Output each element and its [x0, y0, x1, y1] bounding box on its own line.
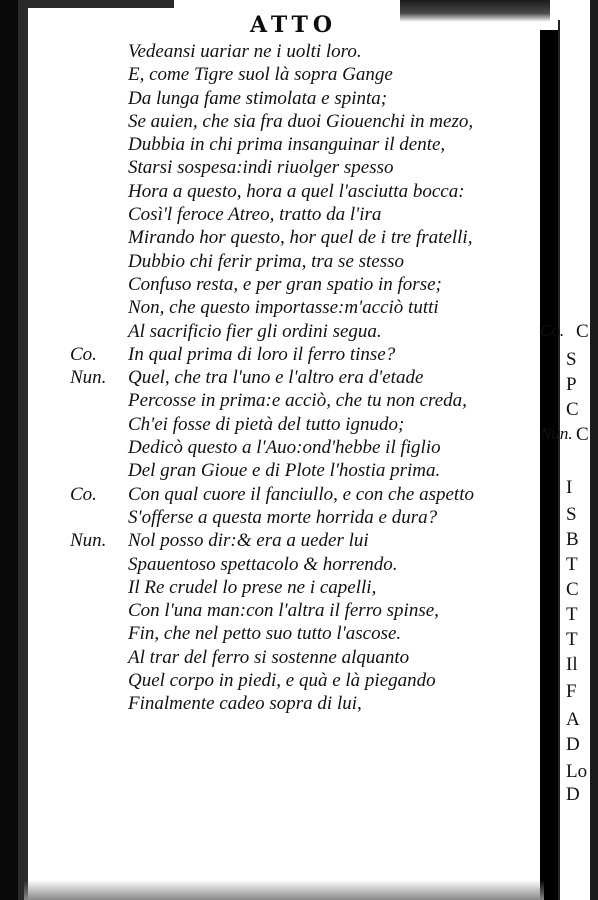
verse-line [70, 483, 538, 506]
verse-line [78, 599, 538, 622]
speaker-label: Nun. [70, 530, 107, 552]
verse-line [78, 646, 538, 669]
verse-line [78, 553, 538, 576]
facing-page-fragment: C [566, 579, 579, 600]
facing-page-fragment: Co. [540, 321, 565, 340]
facing-page-fragment: A [566, 709, 580, 730]
verse-line [78, 203, 538, 226]
verse-text-line: Nol posso dir:& era a ueder lui [128, 530, 369, 552]
verse-line [78, 669, 538, 692]
facing-page-margin [540, 0, 598, 900]
verse-text-line: Finalmente cadeo sopra di lui, [128, 693, 362, 715]
facing-page-fragment: C [576, 424, 589, 445]
verse-line [78, 40, 538, 63]
verse-line [78, 250, 538, 273]
verse-line [78, 436, 538, 459]
speaker-label: Co. [70, 343, 97, 365]
verse-text-line: Con l'una man:con l'altra il ferro spinse, [128, 600, 439, 622]
verse-text-line: Da lunga fame stimolata e spinta; [128, 87, 388, 109]
facing-page-fragment: T [566, 554, 578, 575]
verse-text-line: Non, che questo importasse:m'acciò tutti [128, 297, 439, 319]
facing-page-fragment: Lo [566, 761, 588, 782]
verse-text-line: Quel corpo in piedi, e quà e là piegando [128, 670, 436, 692]
facing-page-fragment: I [566, 477, 573, 498]
facing-page-fragment: S [566, 504, 577, 525]
speaker-label: Nun. [70, 367, 107, 389]
facing-page-fragment: T [566, 604, 578, 625]
verse-line [78, 506, 538, 529]
verse-line [78, 413, 538, 436]
verse-line [70, 366, 538, 389]
verse-text-line: Quel, che tra l'uno e l'altro era d'etade [128, 367, 424, 389]
verse-text-line: Starsi sospesa:indi riuolger spesso [128, 157, 394, 179]
verse-line [78, 320, 538, 343]
facing-page-fragment: C [576, 321, 589, 342]
verse-text-line: Spauentoso spettacolo & horrendo. [128, 553, 398, 575]
verse-line [78, 692, 538, 715]
verse-text-line: Dubbio chi ferir prima, tra se stesso [128, 250, 405, 272]
verse-text-line: Così'l feroce Atreo, tratto da l'ira [128, 204, 382, 226]
verse-text-line: S'offerse a questa morte horrida e dura? [128, 506, 438, 528]
verse-text-line: Hora a questo, hora a quel l'asciutta bocca: [128, 180, 465, 202]
verse-line [78, 180, 538, 203]
facing-page-fragment: D [566, 734, 580, 755]
verse-line [78, 63, 538, 86]
bottom-edge-shadow [24, 880, 544, 900]
verse-text [70, 40, 538, 716]
facing-page-fragment: T [566, 629, 578, 650]
speaker-label: Co. [70, 483, 97, 505]
facing-page-fragment: D [566, 784, 580, 805]
verse-line [78, 226, 538, 249]
verse-text-line: Percosse in prima:e acciò, che tu non creda, [128, 390, 467, 412]
facing-page-fragment: Nun. [540, 424, 573, 443]
verse-text-line: Del gran Gioue e di Plote l'hostia prima. [128, 460, 441, 482]
binding-shadow [18, 0, 28, 900]
verse-line [78, 622, 538, 645]
verse-line [78, 576, 538, 599]
verse-text-line: Il Re crudel lo prese ne i capelli, [128, 576, 377, 598]
verse-text-line: Mirando hor questo, hor quel de i tre fratelli, [128, 227, 473, 249]
verse-line [78, 296, 538, 319]
verse-text-line: Dedicò questo a l'Auo:ond'hebbe il figlio [128, 437, 441, 459]
verse-line [70, 529, 538, 552]
verse-text-line: Vedeansi uariar ne i uolti loro. [128, 41, 362, 62]
verse-line [78, 156, 538, 179]
verse-line [78, 273, 538, 296]
facing-page-fragment: F [566, 681, 577, 702]
verse-text-line: Con qual cuore il fanciullo, e con che aspetto [128, 483, 474, 505]
verse-text-line: Dubbia in chi prima insanguinar il dente, [128, 134, 446, 156]
facing-page-fragment: S [566, 349, 577, 370]
verse-text-line: E, come Tigre suol là sopra Gange [128, 64, 393, 86]
verse-text-line: In qual prima di loro il ferro tinse? [128, 343, 396, 365]
verse-text-line: Ch'ei fosse di pietà del tutto ignudo; [128, 413, 405, 435]
facing-page-fragment: C [566, 399, 579, 420]
facing-page-fragment: B [566, 529, 579, 550]
verse-text-line: Se auien, che sia fra duoi Giouenchi in mezo, [128, 110, 474, 132]
verse-text-line: Al trar del ferro si sostenne alquanto [128, 646, 410, 668]
top-edge-shadow [24, 0, 174, 8]
book-gutter [540, 30, 558, 900]
top-right-shadow [400, 0, 550, 22]
verse-line [78, 459, 538, 482]
running-header: ATTO [250, 12, 337, 38]
facing-page-fragment: Il [566, 654, 578, 675]
verse-text-line: Fin, che nel petto suo tutto l'ascose. [128, 623, 402, 645]
verse-line [70, 343, 538, 366]
verse-text-line: Confuso resta, e per gran spatio in forse; [128, 273, 442, 295]
verse-line [78, 87, 538, 110]
verse-line [78, 133, 538, 156]
facing-page-fragment: P [566, 374, 577, 395]
verse-text-line: Al sacrificio fier gli ordini segua. [128, 320, 382, 342]
verse-line [78, 389, 538, 412]
verse-line [78, 110, 538, 133]
